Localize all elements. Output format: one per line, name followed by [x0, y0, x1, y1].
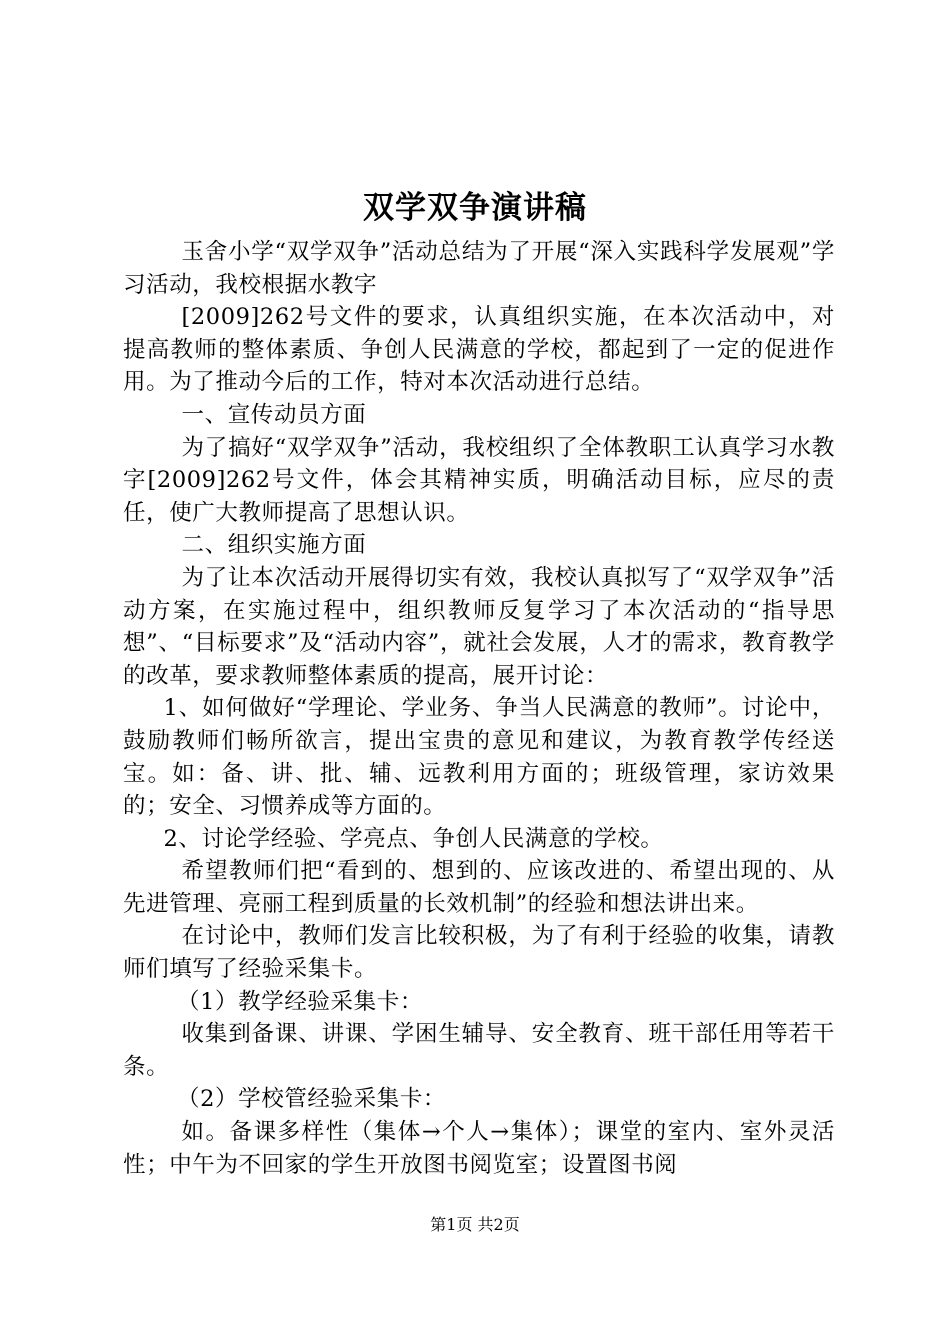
section-heading-implementation: 二、组织实施方面 [181, 532, 367, 559]
paragraph-item-1: 1、如何做好“学理论、学业务、争当人民满意的教师”。讨论中，鼓励教师们畅所欲言，提出宝贵的意见和建议，为教育教学传经送宝。如：备、讲、批、辅、远教利用方面的；班级管理，家访效果的；安全、习惯养成等方面的。 [123, 695, 835, 820]
paragraph-teaching-card-heading: （1）教学经验采集卡： [177, 988, 423, 1015]
paragraph-document-reference: [2009]262号文件的要求，认真组织实施，在本次活动中，对提高教师的整体素质、争创人民满意的学校，都起到了一定的促进作用。为了推动今后的工作，特对本次活动进行总结。 [123, 304, 835, 396]
paragraph-management-card-heading: （2）学校管经验采集卡： [177, 1086, 447, 1113]
paragraph-hope: 希望教师们把“看到的、想到的、应该改进的、希望出现的、从先进管理、亮丽工程到质量的长效机制”的经验和想法讲出来。 [123, 858, 835, 917]
paragraph-publicity: 为了搞好“双学双争”活动，我校组织了全体教职工认真学习水教字[2009]262号文件，体会其精神实质，明确活动目标，应尽的责任，使广大教师提高了思想认识。 [123, 434, 835, 526]
document-body [123, 236, 835, 1181]
section-heading-publicity: 一、宣传动员方面 [181, 401, 367, 428]
paragraph-discussion: 在讨论中，教师们发言比较积极，为了有利于经验的收集，请教师们填写了经验采集卡。 [123, 923, 835, 983]
paragraph-intro: 玉舍小学“双学双争”活动总结为了开展“深入实践科学发展观”学习活动，我校根据水教字 [123, 239, 835, 298]
document-title: 双学双争演讲稿 [363, 190, 587, 226]
paragraph-item-2: 2、讨论学经验、学亮点、争创人民满意的学校。 [163, 825, 664, 852]
page-number-footer: 第1页 共2页 [430, 1215, 520, 1234]
paragraph-management-card: 如。备课多样性（集体→个人→集体）；课堂的室内、室外灵活性；中午为不回家的学生开放图书阅览室；设置图书阅 [123, 1119, 835, 1178]
paragraph-teaching-card: 收集到备课、讲课、学困生辅导、安全教育、班干部任用等若干条。 [123, 1021, 835, 1080]
paragraph-implementation: 为了让本次活动开展得切实有效，我校认真拟写了“双学双争”活动方案，在实施过程中，组织教师反复学习了本次活动的“指导思想”、“目标要求”及“活动内容”，就社会发展，人才的需求，教育教学的改革，要求教师整体素质的提高，展开讨论： [123, 564, 835, 689]
